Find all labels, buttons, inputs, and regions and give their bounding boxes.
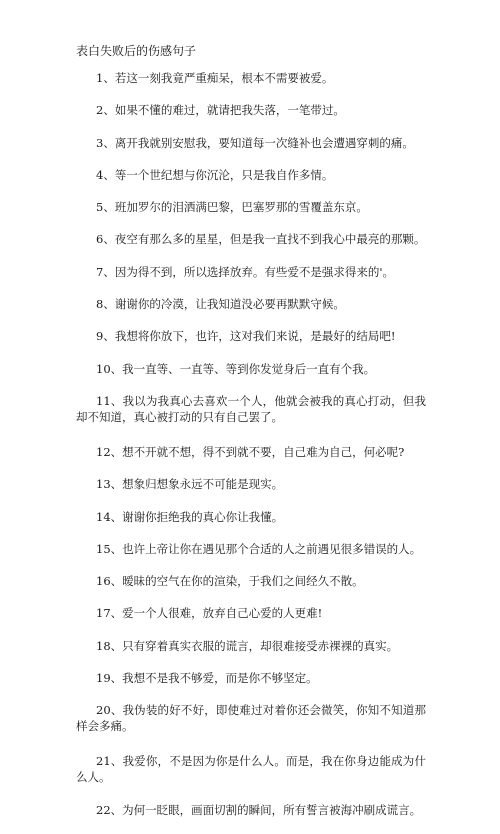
list-item: 13、想象归想象永远不可能是现实。 bbox=[96, 477, 284, 492]
list-item: 21、我爱你，不是因为你是什么人。而是，我在你身边能成为什么人。 bbox=[76, 754, 426, 785]
document-title: 表白失败后的伤感句子 bbox=[76, 44, 197, 58]
list-item: 14、谢谢你拒绝我的真心你让我懂。 bbox=[96, 509, 284, 524]
list-item: 7、因为得不到，所以选择放弃。有些爱不是强求得来的'。 bbox=[96, 264, 394, 279]
list-item: 16、暧昧的空气在你的渲染，于我们之间经久不散。 bbox=[96, 574, 364, 589]
list-item: 18、只有穿着真实衣服的谎言，却很难接受赤裸裸的真实。 bbox=[96, 638, 399, 653]
list-item: 22、为何一眨眼，画面切割的瞬间，所有誓言被海冲刷成谎言。 bbox=[96, 802, 422, 817]
sentence-list bbox=[76, 70, 426, 834]
list-item: 15、也许上帝让你在遇见那个合适的人之前遇见很多错误的人。 bbox=[96, 541, 422, 556]
list-item: 6、夜空有那么多的星星，但是我一直找不到我心中最亮的那颗。 bbox=[96, 232, 426, 247]
list-item: 1、若这一刻我竟严重痴呆，根本不需要被爱。 bbox=[96, 71, 334, 85]
list-item: 19、我想不是我不够爱，而是你不够坚定。 bbox=[96, 671, 318, 686]
list-item: 5、班加罗尔的泪洒满巴黎，巴塞罗那的雪覆盖东京。 bbox=[96, 200, 368, 215]
list-item: 12、想不开就不想，得不到就不要，自己难为自己，何必呢? bbox=[96, 444, 405, 459]
list-item: 10、我一直等、一直等、等到你发觉身后一直有个我。 bbox=[96, 361, 376, 376]
list-item: 17、爱一个人很难，放弃自己心爱的人更难! bbox=[96, 606, 323, 621]
list-item: 8、谢谢你的冷漠，让我知道没必要再默默守候。 bbox=[96, 297, 345, 312]
list-item: 2、如果不懂的难过，就请把我失落，一笔带过。 bbox=[96, 103, 345, 118]
list-item: 11、我以为我真心去喜欢一个人，他就会被我的真心打动，但我却不知道，真心被打动的只有自己罢了。 bbox=[76, 393, 426, 424]
list-item: 3、离开我就别安慰我，要知道每一次缝补也会遭遇穿刺的痛。 bbox=[96, 135, 414, 150]
list-item: 4、等一个世纪想与你沉沦，只是我自作多情。 bbox=[96, 167, 334, 182]
list-item: 9、我想将你放下，也许，这对我们来说，是最好的结局吧! bbox=[96, 329, 396, 344]
list-item: 20、我伪装的好不好，即使难过对着你还会微笑，你知不知道那样会多痛。 bbox=[76, 703, 426, 734]
